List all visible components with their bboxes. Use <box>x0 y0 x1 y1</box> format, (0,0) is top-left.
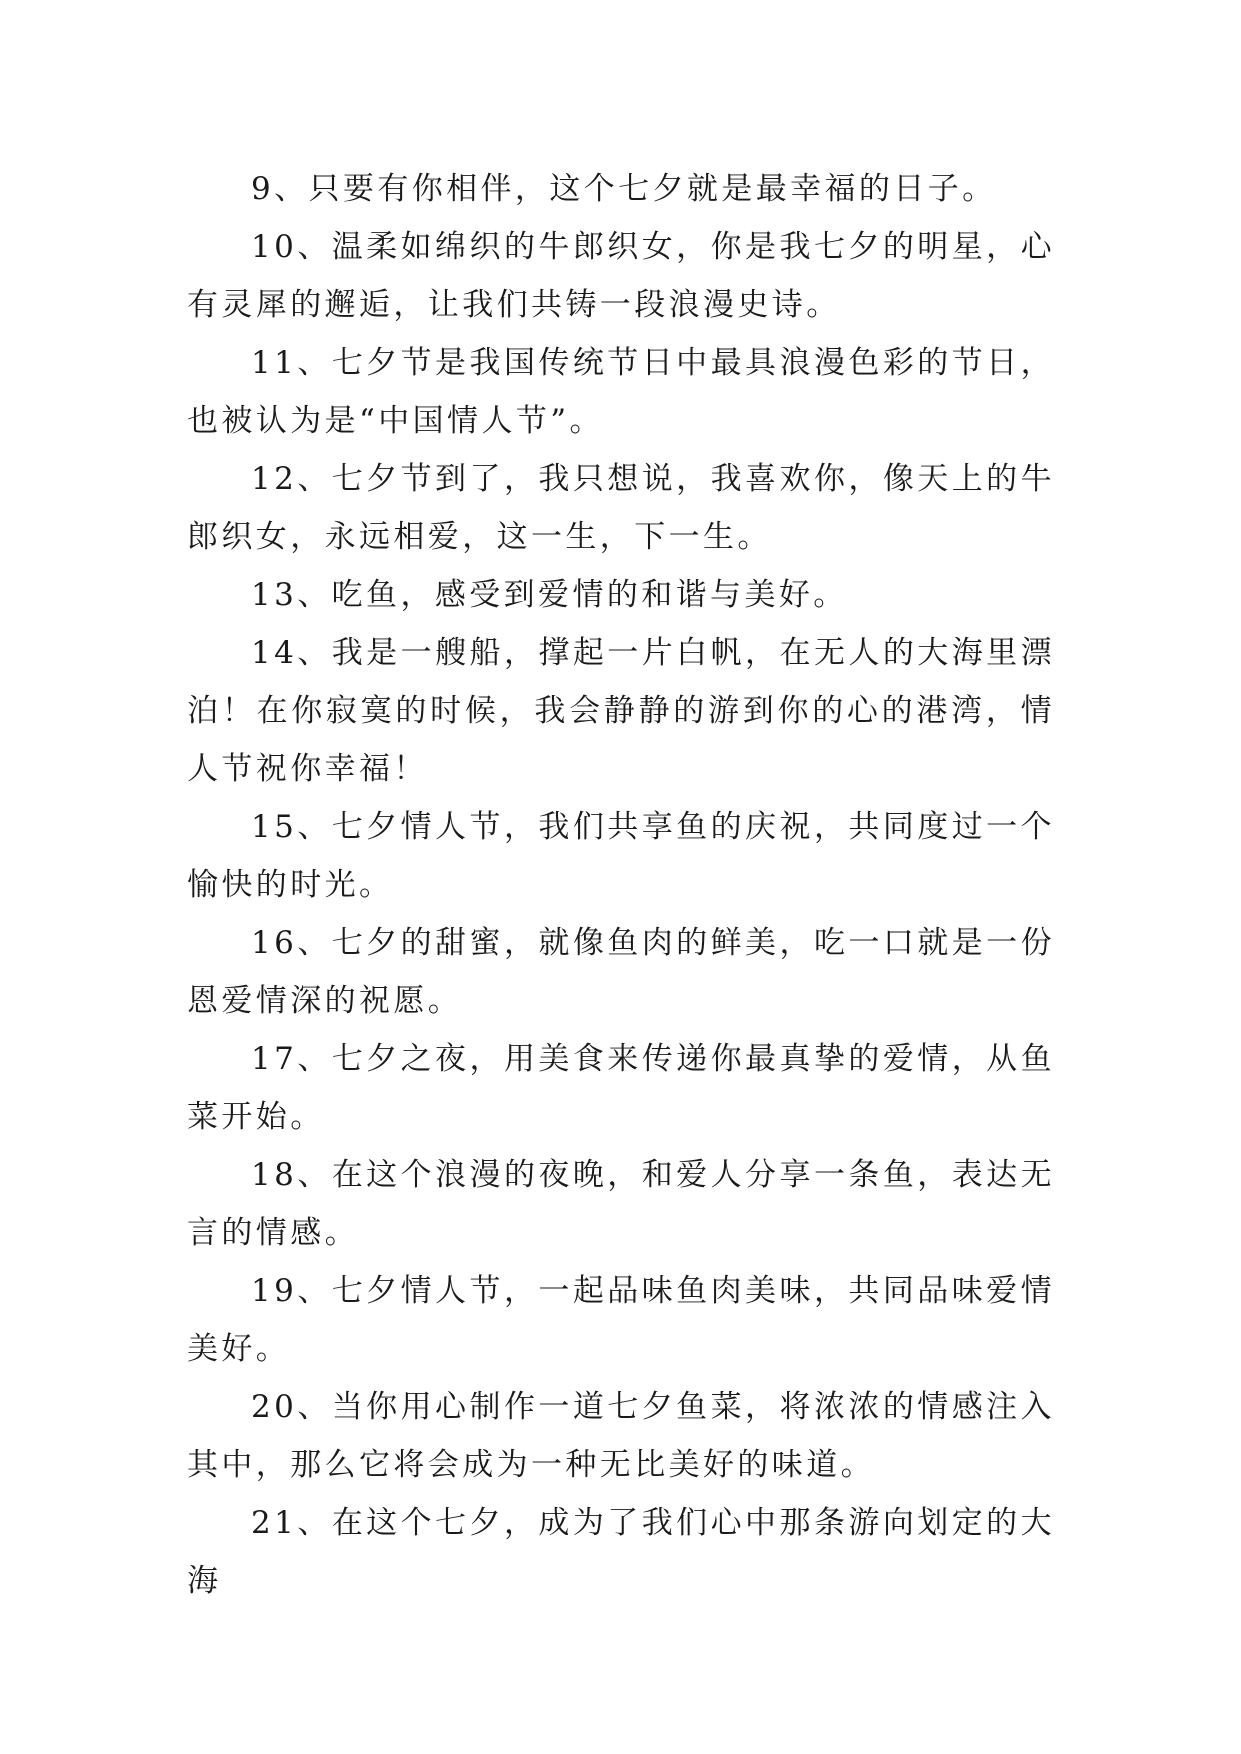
paragraph-17: 17、七夕之夜，用美食来传递你最真挚的爱情，从鱼菜开始。 <box>187 1041 1055 1135</box>
paragraph-21: 21、在这个七夕，成为了我们心中那条游向划定的大海 <box>187 1505 1055 1599</box>
paragraph-14: 14、我是一艘船，撑起一片白帆，在无人的大海里漂泊！在你寂寞的时候，我会静静的游到你的心的港湾，情人节祝你幸福！ <box>187 635 1055 787</box>
paragraph-11: 11、七夕节是我国传统节日中最具浪漫色彩的节日，也被认为是“中国情人节”。 <box>187 345 1055 439</box>
paragraph-18: 18、在这个浪漫的夜晚，和爱人分享一条鱼，表达无言的情感。 <box>187 1157 1055 1251</box>
paragraph-19: 19、七夕情人节，一起品味鱼肉美味，共同品味爱情美好。 <box>187 1273 1055 1367</box>
paragraph-13: 13、吃鱼，感受到爱情的和谐与美好。 <box>251 577 848 613</box>
paragraph-15: 15、七夕情人节，我们共享鱼的庆祝，共同度过一个愉快的时光。 <box>187 809 1055 903</box>
paragraph-12: 12、七夕节到了，我只想说，我喜欢你，像天上的牛郎织女，永远相爱，这一生，下一生。 <box>187 461 1055 555</box>
paragraph-10: 10、温柔如绵织的牛郎织女，你是我七夕的明星，心有灵犀的邂逅，让我们共铸一段浪漫史诗。 <box>187 229 1055 323</box>
paragraph-16: 16、七夕的甜蜜，就像鱼肉的鲜美，吃一口就是一份恩爱情深的祝愿。 <box>187 925 1055 1019</box>
document-body <box>187 160 1055 1610</box>
paragraph-20: 20、当你用心制作一道七夕鱼菜，将浓浓的情感注入其中，那么它将会成为一种无比美好的味道。 <box>187 1389 1055 1483</box>
paragraph-9: 9、只要有你相伴，这个七夕就是最幸福的日子。 <box>251 171 997 207</box>
